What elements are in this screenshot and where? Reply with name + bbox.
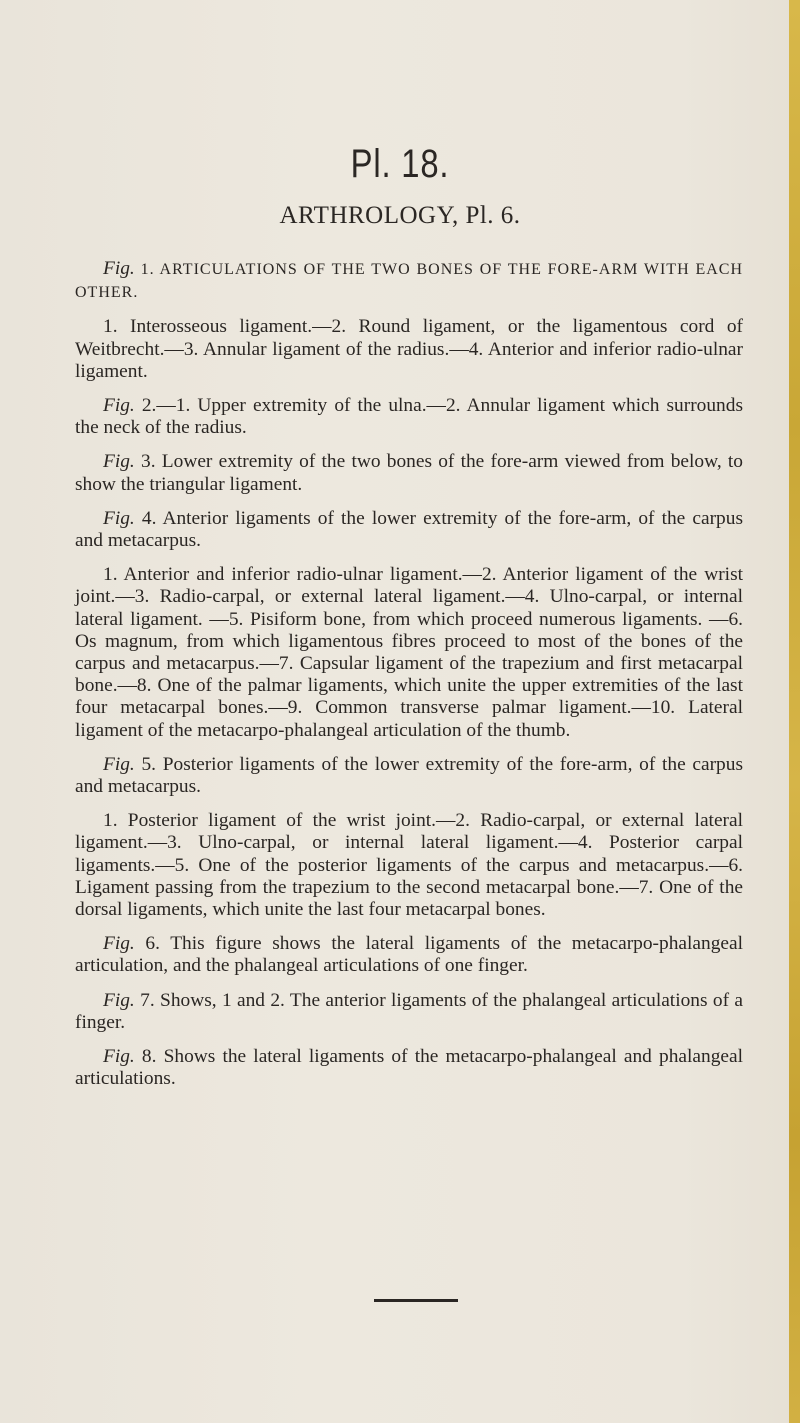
paragraph-fig-7 [75, 990, 743, 1034]
paragraph-fig-3 [75, 451, 743, 495]
fig-label: Fig. [103, 989, 135, 1011]
fig-label: Fig. [103, 507, 135, 529]
paragraph-text: 1. Interosseous ligament.—2. Round ligament, or the ligamentous cord of Weitbrecht.—3. Annular ligament of the radius.—4. Anterior and inferior radio-ulnar ligament. [75, 316, 743, 382]
fig-label: Fig. [103, 753, 135, 775]
paragraph-fig-4-heading [75, 508, 743, 552]
paragraph-text: 1. Posterior ligament of the wrist joint.—2. Radio-carpal, or external lateral ligament.—3. Ulno-carpal, or internal lateral ligament.—4. Posterior carpal ligaments.—5. One of the posterior ligaments of the carpus and metacarpus.—6. Ligament passing from the trapezium to the second metacarpal bone.—7. One of the dorsal ligaments, which unite the last four metacarpal bones. [75, 810, 743, 921]
plate-number: Pl. 18. [350, 142, 450, 186]
paragraph-text: 1. Anterior and inferior radio-ulnar ligament.—2. Anterior ligament of the wrist joint.—3. Radio-carpal, or external lateral ligament.—4. Ulno-carpal, or internal lateral ligament. —5. Pisiform bone, from which proceed numerous ligaments. —6. Os magnum, from which ligamentous fibres proceed to most of the bones of the carpus and metacarpus.—7. Capsular ligament of the trapezium and first metacarpal bone.—8. One of the palmar ligaments, which unite the upper extremities of the last four metacarpal bones.—9. Common transverse palmar ligament.—10. Lateral ligament of the metacarpo-phalangeal articulation of the thumb. [75, 564, 743, 741]
paragraph-fig-4-legend [75, 564, 743, 742]
paragraph-fig-5-heading [75, 754, 743, 798]
paragraph-fig-5-legend [75, 810, 743, 921]
fig-label: Fig. [103, 395, 135, 417]
paragraph-text: 4. Anterior ligaments of the lower extremity of the fore-arm, of the carpus and metacarpus. [75, 507, 743, 552]
paragraph-fig-6 [75, 933, 743, 977]
end-rule-divider [374, 1299, 458, 1302]
paragraph-fig-1-heading [75, 258, 743, 304]
section-title: ARTHROLOGY, Pl. 6. [279, 202, 521, 229]
paragraph-text: 6. This figure shows the lateral ligaments of the metacarpo-phalangeal articulation, and the phalangeal articulations of one finger. [75, 933, 743, 977]
paragraph-fig-1-legend [75, 316, 743, 383]
paragraph-text: 1. ARTICULATIONS OF THE TWO BONES OF THE FORE-ARM WITH EACH OTHER. [75, 261, 743, 302]
paragraph-text: 7. Shows, 1 and 2. The anterior ligaments of the phalangeal articulations of a finger. [75, 989, 743, 1033]
fig-label: Fig. [103, 451, 135, 473]
paragraph-text: 5. Posterior ligaments of the lower extremity of the fore-arm, of the carpus and metacarpus. [75, 753, 743, 798]
body-text [75, 258, 743, 1103]
fig-label: Fig. [103, 1046, 135, 1068]
paragraph-text: 2.—1. Upper extremity of the ulna.—2. Annular ligament which surrounds the neck of the radius. [75, 395, 743, 439]
paragraph-fig-2 [75, 395, 743, 439]
paragraph-text: 3. Lower extremity of the two bones of the fore-arm viewed from below, to show the triangular ligament. [75, 451, 743, 495]
fig-label: Fig. [103, 258, 135, 279]
paragraph-fig-8 [75, 1046, 743, 1090]
fig-label: Fig. [103, 933, 135, 955]
paragraph-text: 8. Shows the lateral ligaments of the metacarpo-phalangeal and phalangeal articulations. [75, 1046, 743, 1090]
